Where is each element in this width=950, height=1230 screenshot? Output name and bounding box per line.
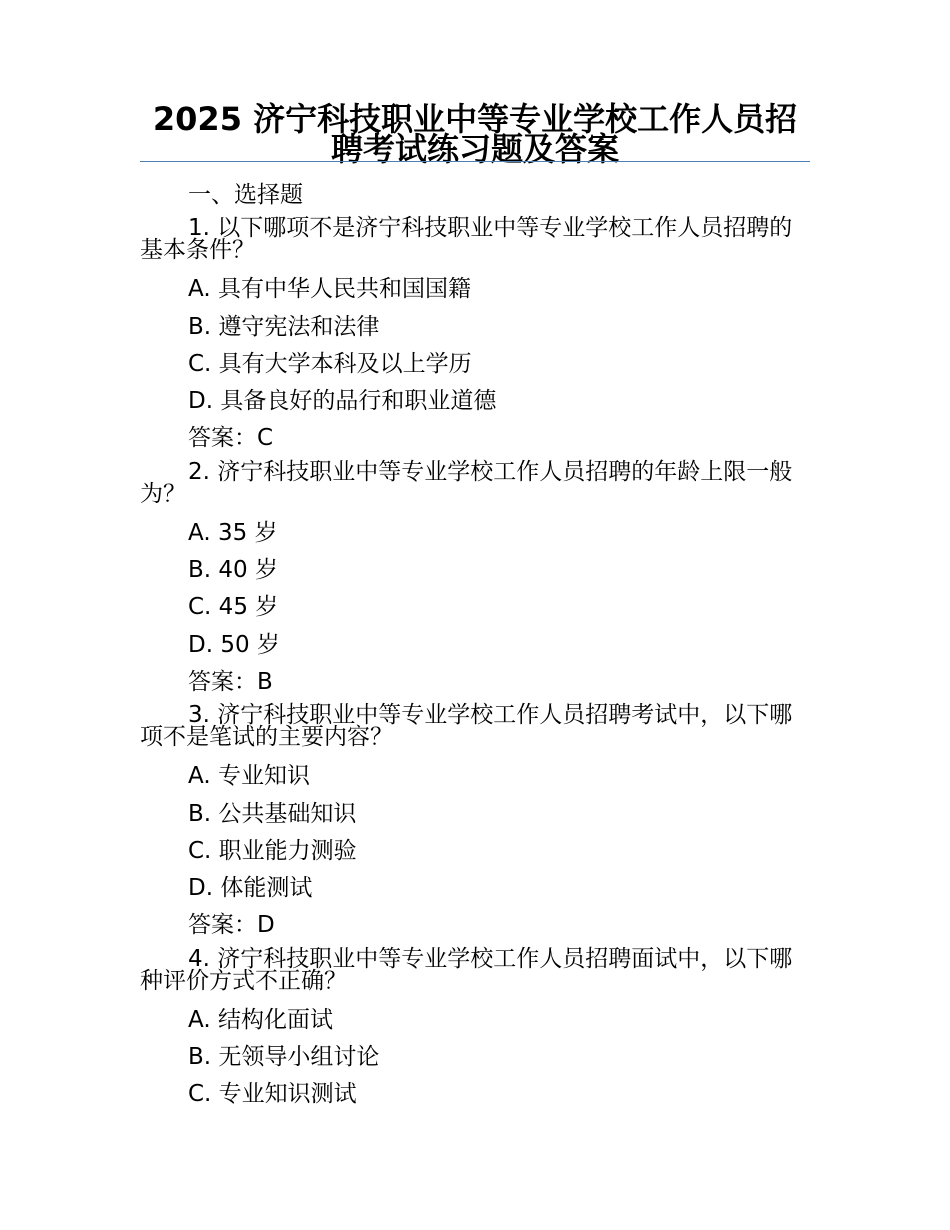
section-heading: 一、选择题 — [188, 182, 303, 208]
option: A. 具有中华人民共和国国籍 — [188, 276, 471, 303]
option: D. 具备良好的品行和职业道德 — [188, 388, 497, 415]
option: D. 体能测试 — [188, 875, 313, 902]
answer: 答案：B — [188, 668, 273, 695]
question-text: 1. 以下哪项不是济宁科技职业中等专业学校工作人员招聘的基本条件？ — [140, 215, 793, 264]
answer: 答案：D — [188, 912, 275, 939]
option: C. 专业知识测试 — [188, 1081, 357, 1108]
option: C. 45 岁 — [188, 594, 279, 621]
option: D. 50 岁 — [188, 631, 280, 658]
page-title: 2025 济宁科技职业中等专业学校工作人员招聘考试练习题及答案 — [152, 100, 798, 168]
option: C. 具有大学本科及以上学历 — [188, 350, 472, 377]
option: C. 职业能力测验 — [188, 837, 357, 864]
option: A. 35 岁 — [188, 519, 278, 546]
option: B. 公共基础知识 — [188, 800, 357, 827]
option: A. 结构化面试 — [188, 1006, 333, 1033]
question-text: 3. 济宁科技职业中等专业学校工作人员招聘考试中，以下哪项不是笔试的主要内容？ — [140, 702, 793, 751]
title-divider — [140, 161, 810, 162]
option: A. 专业知识 — [188, 763, 310, 790]
question-text: 2. 济宁科技职业中等专业学校工作人员招聘的年龄上限一般为？ — [140, 458, 793, 507]
option: B. 无领导小组讨论 — [188, 1044, 380, 1071]
answer: 答案：C — [188, 425, 274, 452]
question-text: 4. 济宁科技职业中等专业学校工作人员招聘面试中，以下哪种评价方式不正确？ — [140, 945, 793, 994]
document-body — [140, 180, 812, 1117]
option: B. 遵守宪法和法律 — [188, 313, 380, 340]
option: B. 40 岁 — [188, 557, 278, 584]
